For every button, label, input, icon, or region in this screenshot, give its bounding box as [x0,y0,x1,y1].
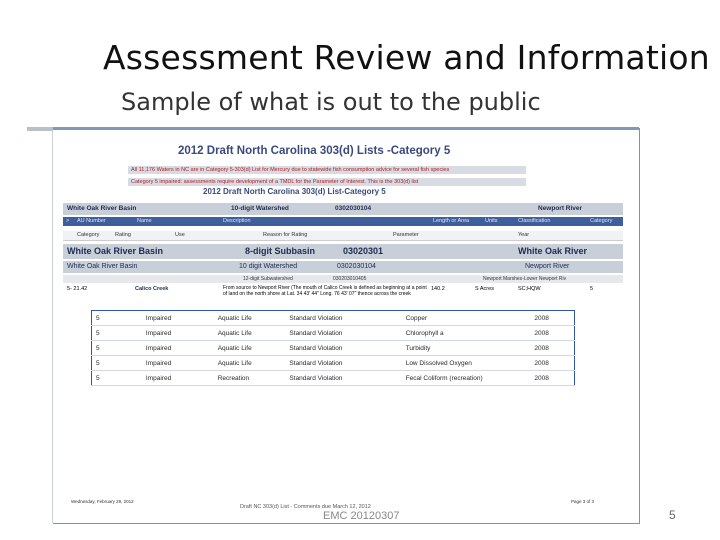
basin-name: White Oak River Basin [67,205,137,212]
cell-use: Aquatic Life [214,341,286,356]
table-row [92,371,575,386]
au-name: Calico Creek [135,286,169,292]
cell-category: 5 [92,371,142,386]
subwatershed-bar [63,275,623,283]
header-description: Description [223,218,251,224]
assessment-unit-row [63,285,623,309]
table-row [92,356,575,371]
cell-parameter: Chlorophyll a [402,326,531,341]
au-units: S Acres [475,286,494,292]
watershed-label: 10-digit Watershed [231,205,289,212]
cell-reason: Standard Violation [285,311,401,326]
document-screenshot [52,127,639,523]
cell-use: Aquatic Life [214,311,286,326]
subwatershed-label: 12-digit Subwatershed [243,276,293,282]
watershed-digit-code: 0302030104 [337,263,376,270]
cell-rating: Impaired [142,326,214,341]
table-row [92,341,575,356]
cell-parameter: Copper [402,311,531,326]
cell-category: 5 [92,326,142,341]
category5-note: Category 5 impaired: assessments require development of a TMDL for the Parameter of Interest. This is the 303(d) list [128,178,526,186]
cell-reason: Standard Violation [285,326,401,341]
impairment-table [91,310,575,386]
cell-year: 2008 [530,371,574,386]
au-description: From source to Newport River (The mouth of Calico Creek is defined as beginning at a point of land on the north shore at Lat. 34 43' 44" Long. 76 43' 07" thence across the creek [223,285,427,297]
au-category: 5 [590,286,594,292]
cell-category: 5 [92,356,142,371]
slide-page-number: 5 [669,508,676,522]
subheader-year: Year [518,232,530,238]
cell-rating: Impaired [142,341,214,356]
sub-header-row [63,231,623,241]
document-subtitle: 2012 Draft North Carolina 303(d) List-Category 5 [203,187,386,196]
subbasin-basin-name: White Oak River Basin [67,246,164,256]
header-name: Name [137,218,152,224]
subheader-category: Category [77,232,100,238]
cell-year: 2008 [530,341,574,356]
subbasin-code: 03020301 [343,246,384,256]
column-header-row [63,217,623,226]
document-footer-comments: Draft NC 303(d) List - Comments due March 12, 2012 [240,504,371,510]
watershed-digit-label: 10 digit Watershed [239,263,298,270]
cell-use: Recreation [214,371,286,386]
header-classification: Classification [518,218,551,224]
watershed-bar [63,261,623,273]
cell-rating: Impaired [142,311,214,326]
cell-year: 2008 [530,326,574,341]
au-length: 140.2 [431,286,445,292]
cell-parameter: Turbidity [402,341,531,356]
cell-category: 5 [92,341,142,356]
mercury-note: All 11,176 Waters in NC are in Category 5-303(d) List for Mercury due to statewide fish consumption advice for several fish species [128,166,526,174]
cell-category: 5 [92,311,142,326]
watershed-river-name: Newport River [525,263,570,270]
document-footer-page: Page 3 of 3 [571,499,595,504]
cell-rating: Impaired [142,356,214,371]
cell-year: 2008 [530,356,574,371]
cell-reason: Standard Violation [285,341,401,356]
watershed-basin-name: White Oak River Basin [67,263,138,270]
cell-reason: Standard Violation [285,371,401,386]
cell-use: Aquatic Life [214,326,286,341]
cell-rating: Impaired [142,371,214,386]
document-title: 2012 Draft North Carolina 303(d) Lists -Category 5 [178,145,451,157]
subbasin-label: 8-digit Subbasin [245,246,316,256]
subheader-parameter: Parameter [393,232,419,238]
subwatershed-code: 030203010405 [333,276,367,282]
cell-parameter: Fecal Coliform (recreation) [402,371,531,386]
watershed-code: 0302030104 [335,205,372,212]
header-category: Category [590,218,613,224]
subbasin-bar [63,244,623,259]
basin-watershed-bar [63,203,623,215]
watershed-name: Newport River [538,205,583,212]
table-row [92,326,575,341]
cell-use: Aquatic Life [214,356,286,371]
subheader-use: Use [175,232,185,238]
header-au-number: AU Number [77,218,106,224]
subheader-reason: Reason for Rating [263,232,308,238]
screenshot-shadow [27,127,53,131]
header-units: Units [485,218,498,224]
row-arrow: > [66,218,70,224]
document-footer-date: Wednesday, February 29, 2012 [71,499,134,504]
slide-footer-id: EMC 20120307 [323,510,400,522]
header-length: Length or Area [433,218,470,224]
slide-title: Assessment Review and Information [103,38,710,77]
subwatershed-name: Newport Marshes-Lower Newport Riv [483,276,567,282]
cell-year: 2008 [530,311,574,326]
slide-subtitle: Sample of what is out to the public [121,88,541,116]
au-number: 5- 21.42 [67,286,88,292]
subbasin-river-name: White Oak River [518,246,588,256]
table-row [92,311,575,326]
cell-parameter: Low Dissolved Oxygen [402,356,531,371]
au-classification: SC;HQW [518,286,541,292]
subheader-rating: Rating [115,232,131,238]
cell-reason: Standard Violation [285,356,401,371]
